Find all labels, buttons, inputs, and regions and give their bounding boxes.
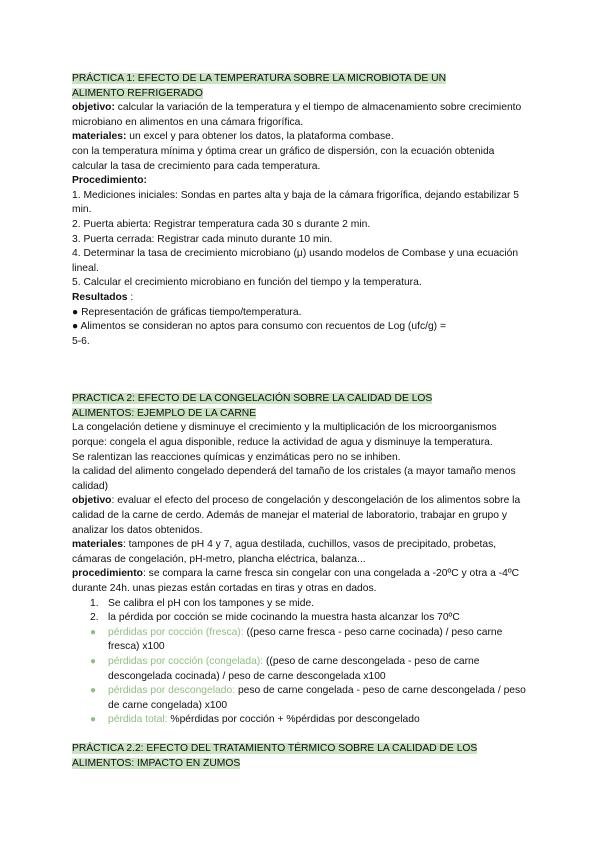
bullet-label: pérdidas por cocción (fresca): <box>108 626 244 638</box>
list-item <box>90 684 532 713</box>
document-page <box>72 72 532 771</box>
materiales-label: materiales: <box>72 131 127 143</box>
procedimiento-label: Procedimiento: <box>72 175 147 187</box>
objetivo-label: objetivo <box>72 495 112 507</box>
bullet-label: pérdidas por cocción (congelada): <box>108 655 264 667</box>
resultados-heading <box>72 291 532 306</box>
procedimiento-paragraph <box>72 567 532 596</box>
step: 4. Determinar la tasa de crecimiento microbiano (μ) usando modelos de Combase y una ecuación lineal. <box>72 248 519 274</box>
bullet-text: %pérdidas por cocción + %pérdidas por descongelado <box>167 714 420 726</box>
section-practica-1 <box>72 72 532 349</box>
bullet-label: pérdida total: <box>108 714 168 726</box>
objetivo-paragraph <box>72 494 532 538</box>
section-title-line: PRÁCTICA 2.2: EFECTO DEL TRATAMIENTO TÉRMICO SOBRE LA CALIDAD DE LOS <box>72 742 478 754</box>
spacer <box>72 728 532 742</box>
intro-paragraph: Se ralentizan las reacciones químicas y enzimáticas pero no se inhiben. <box>72 451 401 463</box>
resultados-colon: : <box>127 291 134 303</box>
materiales-text: un excel y para obtener los datos, la plataforma combase. <box>126 131 394 143</box>
resultados-label: Resultados <box>72 291 128 303</box>
intro-paragraph: la calidad del alimento congelado dependerá del tamaño de los cristales (a mayor tamaño menos calidad) <box>72 466 516 492</box>
list-item <box>90 626 532 655</box>
bullet-icon: ● <box>90 655 97 667</box>
step: 5. Calcular el crecimiento microbiano en función del tiempo y la temperatura. <box>72 277 422 289</box>
materiales-paragraph <box>72 538 532 567</box>
section-title <box>72 392 532 421</box>
result-item: ● Representación de gráficas tiempo/temperatura. <box>72 306 302 318</box>
procedimiento-label: procedimiento <box>72 568 143 580</box>
bullet-icon: ● <box>90 714 97 726</box>
step: 1. Mediciones iniciales: Sondas en partes alta y baja de la cámara frigorífica, dejando estabilizar 5 min. <box>72 189 520 216</box>
list-marker: 1. <box>90 597 99 609</box>
list-item <box>90 611 532 626</box>
section-title <box>72 72 532 101</box>
bullet-label: pérdidas por descongelado: <box>108 685 236 697</box>
list-item <box>90 655 532 684</box>
section-title-line: PRACTICA 2: EFECTO DE LA CONGELACIÓN SOBRE LA CALIDAD DE LOS <box>72 393 433 405</box>
section-title <box>72 742 532 771</box>
section-practica-2 <box>72 392 532 728</box>
intro-paragraph: La congelación detiene y disminuye el crecimiento y la multiplicación de los microorganismos porque: congela el agua disponible, reduce la actividad de agua y disminuye la temperatura. <box>72 422 497 449</box>
objetivo-paragraph <box>72 101 532 130</box>
list-item-text: la pérdida por cocción se mide cocinando la muestra hasta alcanzar los 70ºC <box>108 612 460 624</box>
list-item-text: Se calibra el pH con los tampones y se mide. <box>108 597 315 609</box>
section-practica-2-2 <box>72 742 532 771</box>
step: 2. Puerta abierta: Registrar temperatura cada 30 s durante 2 min. <box>72 218 371 230</box>
spacer <box>72 349 532 392</box>
procedimiento-text: : se compara la carne fresca sin congelar con una congelada a -20ºC y otra a -4ºC durante 24h. unas piezas están cortadas en tiras y otras en dados. <box>72 568 520 594</box>
bullet-text: ((peso de carne descongelada - peso de carne descongelada cocinada) / peso de carne descongelada x100 <box>108 655 480 682</box>
objetivo-text: calcular la variación de la temperatura y el tiempo de almacenamiento sobre crecimiento microbiano en alimentos en una cámara frigorífica. <box>72 102 522 128</box>
materiales-paragraph <box>72 130 532 145</box>
section-title-line: ALIMENTOS: EJEMPLO DE LA CARNE <box>72 407 257 419</box>
paragraph: con la temperatura mínima y óptima crear un gráfico de dispersión, con la ecuación obtenida calcular la tasa de crecimiento para cada temperatura. <box>72 145 495 172</box>
step: 3. Puerta cerrada: Registrar cada minuto durante 10 min. <box>72 233 333 245</box>
list-marker: 2. <box>90 612 99 624</box>
procedure-list <box>72 597 532 728</box>
section-title-line: ALIMENTOS: IMPACTO EN ZUMOS <box>72 757 241 769</box>
materiales-text: : tampones de pH 4 y 7, agua destilada, cuchillos, vasos de precipitado, probetas, cámaras de congelación, pH-metro, plancha eléctrica, balanza... <box>72 539 497 565</box>
list-item <box>90 713 532 728</box>
materiales-label: materiales <box>72 539 123 551</box>
bullet-text: peso de carne congelada - peso de carne descongelada / peso de carne congelada) x100 <box>108 685 526 711</box>
section-title-line: ALIMENTO REFRIGERADO <box>72 87 203 99</box>
objetivo-text: : evaluar el efecto del proceso de congelación y descongelación de los alimentos sobre la calidad de la carne de cerdo. Además de manejar el material de laboratorio, trabajar en grupo y analizar los datos obtenidos. <box>72 495 521 536</box>
result-item-continuation: 5-6. <box>72 335 90 347</box>
bullet-icon: ● <box>90 626 97 638</box>
bullet-icon: ● <box>90 685 97 697</box>
result-item: ● Alimentos se consideran no aptos para consumo con recuentos de Log (ufc/g) = <box>72 321 446 333</box>
bullet-text: ((peso carne fresca - peso carne cocinada) / peso carne fresca) x100 <box>108 626 503 653</box>
objetivo-label: objetivo: <box>72 102 115 114</box>
list-item <box>90 597 532 612</box>
section-title-line: PRÁCTICA 1: EFECTO DE LA TEMPERATURA SOBRE LA MICROBIOTA DE UN <box>72 73 447 84</box>
